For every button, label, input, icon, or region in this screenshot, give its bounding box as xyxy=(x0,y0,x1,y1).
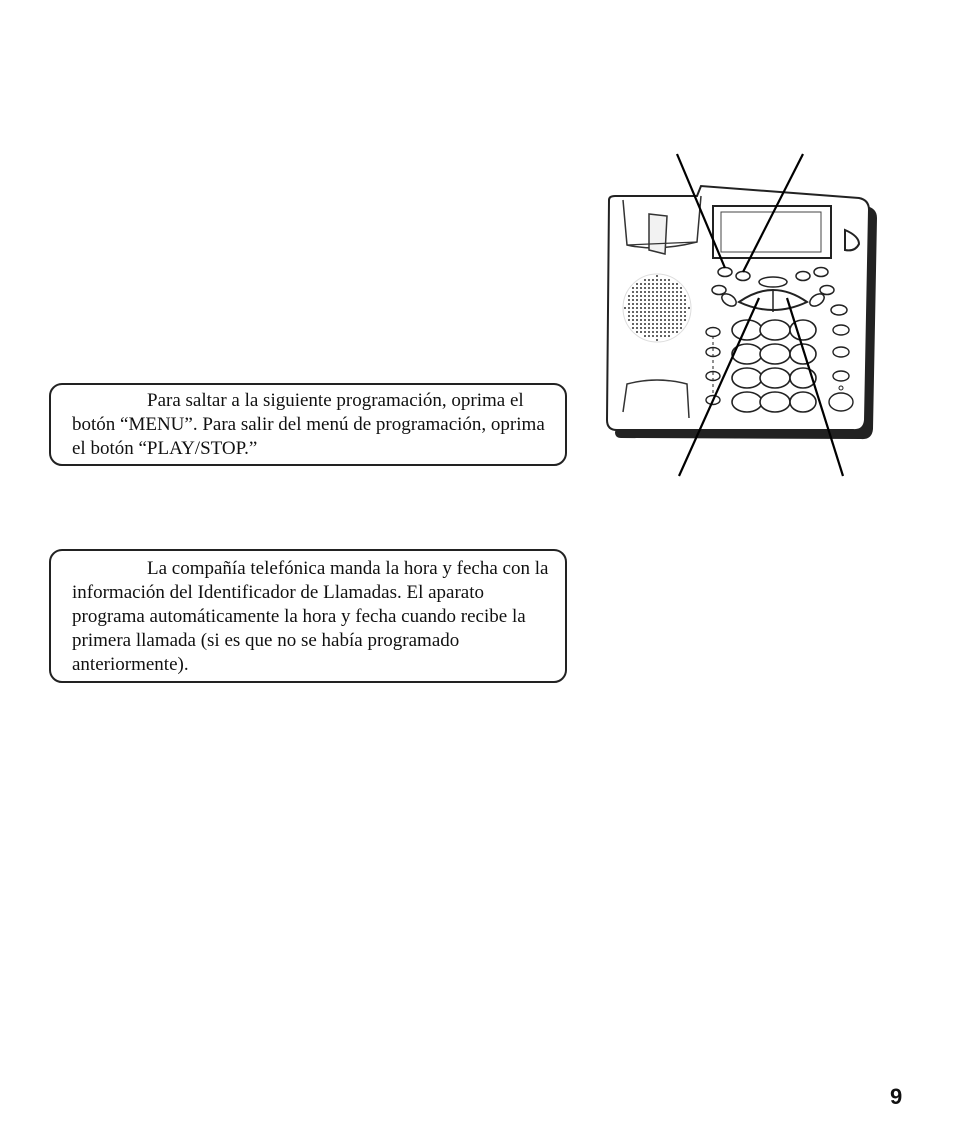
speaker-grille-dot xyxy=(664,311,666,313)
speaker-grille-dot xyxy=(664,283,666,285)
speaker-grille-dot xyxy=(640,299,642,301)
speaker-grille-dot xyxy=(676,299,678,301)
speaker-grille-dot xyxy=(636,315,638,317)
speaker-grille-dot xyxy=(668,303,670,305)
speaker-grille-dot xyxy=(640,283,642,285)
speaker-grille-dot xyxy=(640,287,642,289)
speaker-grille-dot xyxy=(644,319,646,321)
speaker-grille-dot xyxy=(648,279,650,281)
speaker-grille-dot xyxy=(672,327,674,329)
speaker-grille-dot xyxy=(660,287,662,289)
speaker-grille-dot xyxy=(676,327,678,329)
speaker-grille-dot xyxy=(688,307,690,309)
speaker-grille-dot xyxy=(668,327,670,329)
speaker-grille-dot xyxy=(656,291,658,293)
speaker-grille-dot xyxy=(672,319,674,321)
speaker-grille-dot xyxy=(640,303,642,305)
speaker-grille-dot xyxy=(660,299,662,301)
speaker-grille-dot xyxy=(680,327,682,329)
speaker-grille-dot xyxy=(668,299,670,301)
speaker-grille-dot xyxy=(680,303,682,305)
speaker-grille-dot xyxy=(672,283,674,285)
speaker-grille-dot xyxy=(656,307,658,309)
speaker-grille-dot xyxy=(648,335,650,337)
speaker-grille-dot xyxy=(660,283,662,285)
speaker-grille-dot xyxy=(672,307,674,309)
speaker-grille-dot xyxy=(636,295,638,297)
speaker-grille-dot xyxy=(664,299,666,301)
speaker-grille-dot xyxy=(680,291,682,293)
speaker-grille-dot xyxy=(652,279,654,281)
speaker-grille-dot xyxy=(684,295,686,297)
speaker-grille-dot xyxy=(648,331,650,333)
speaker-grille-dot xyxy=(624,307,626,309)
speaker-grille-dot xyxy=(672,315,674,317)
note-text: La compañía telefónica manda la hora y fecha con la información del Identificador de Llamadas. El aparato programa automáticamente la hora y fecha cuando recibe la primera llamada (si es que no se había programado anteriormente). xyxy=(72,558,549,675)
speaker-grille-dot xyxy=(648,307,650,309)
speaker-grille-dot xyxy=(652,291,654,293)
speaker-grille-dot xyxy=(668,283,670,285)
speaker-grille-dot xyxy=(632,327,634,329)
speaker-grille-dot xyxy=(664,279,666,281)
speaker-grille-dot xyxy=(632,299,634,301)
speaker-grille-dot xyxy=(632,319,634,321)
speaker-grille-dot xyxy=(648,319,650,321)
speaker-grille-dot xyxy=(656,339,658,341)
speaker-grille-dot xyxy=(640,323,642,325)
speaker-grille-dot xyxy=(636,303,638,305)
speaker-grille-dot xyxy=(644,335,646,337)
speaker-grille-dot xyxy=(656,315,658,317)
speaker-grille-dot xyxy=(664,315,666,317)
speaker-grille-dot xyxy=(648,295,650,297)
speaker-grille-dot xyxy=(652,283,654,285)
speaker-grille-dot xyxy=(660,315,662,317)
speaker-grille-dot xyxy=(676,307,678,309)
speaker-grille-dot xyxy=(668,315,670,317)
speaker-grille-dot xyxy=(660,331,662,333)
speaker-grille-dot xyxy=(668,287,670,289)
speaker-grille-dot xyxy=(676,311,678,313)
speaker-grille-dot xyxy=(648,287,650,289)
speaker-grille-dot xyxy=(632,323,634,325)
speaker-grille-dot xyxy=(636,311,638,313)
note-box-menu xyxy=(49,383,567,466)
speaker-grille-dot xyxy=(680,287,682,289)
speaker-grille-dot xyxy=(672,287,674,289)
speaker-grille-dot xyxy=(652,303,654,305)
speaker-grille-dot xyxy=(684,307,686,309)
speaker-grille-dot xyxy=(640,319,642,321)
speaker-grille-dot xyxy=(652,311,654,313)
speaker-grille-dot xyxy=(636,283,638,285)
speaker-grille-dot xyxy=(636,299,638,301)
speaker-grille-dot xyxy=(676,287,678,289)
speaker-grille-dot xyxy=(640,307,642,309)
speaker-grille-dot xyxy=(660,295,662,297)
speaker-grille-dot xyxy=(660,307,662,309)
speaker-grille-dot xyxy=(640,315,642,317)
speaker-grille-dot xyxy=(632,303,634,305)
speaker-grille-dot xyxy=(656,311,658,313)
speaker-grille-dot xyxy=(668,291,670,293)
speaker-grille-dot xyxy=(640,327,642,329)
speaker-grille-dot xyxy=(644,283,646,285)
speaker-grille-dot xyxy=(664,335,666,337)
speaker-grille-dot xyxy=(632,315,634,317)
page-number: 9 xyxy=(890,1084,903,1109)
speaker-grille-dot xyxy=(628,303,630,305)
speaker-grille-dot xyxy=(656,319,658,321)
speaker-grille-dot xyxy=(628,311,630,313)
speaker-grille-dot xyxy=(656,335,658,337)
speaker-grille-dot xyxy=(680,323,682,325)
speaker-grille-dot xyxy=(644,323,646,325)
speaker-grille-dot xyxy=(644,299,646,301)
speaker-grille-dot xyxy=(652,307,654,309)
speaker-grille-dot xyxy=(680,295,682,297)
speaker-grille-dot xyxy=(636,307,638,309)
speaker-grille-dot xyxy=(628,299,630,301)
speaker-grille-dot xyxy=(652,319,654,321)
speaker-grille-dot xyxy=(676,323,678,325)
speaker-grille-dot xyxy=(632,291,634,293)
speaker-grille-dot xyxy=(672,295,674,297)
speaker-grille-dot xyxy=(672,311,674,313)
speaker-grille-dot xyxy=(680,299,682,301)
speaker-grille-dot xyxy=(668,295,670,297)
speaker-grille-dot xyxy=(660,311,662,313)
speaker-grille-dot xyxy=(672,331,674,333)
speaker-grille-dot xyxy=(644,287,646,289)
speaker-grille-dot xyxy=(648,299,650,301)
speaker-grille-dot xyxy=(656,303,658,305)
speaker-grille-dot xyxy=(660,335,662,337)
speaker-grille-dot xyxy=(684,303,686,305)
speaker-grille-dot xyxy=(672,299,674,301)
speaker-grille-dot xyxy=(644,327,646,329)
speaker-grille-dot xyxy=(680,311,682,313)
speaker-grille-dot xyxy=(656,275,658,277)
speaker-grille-dot xyxy=(660,291,662,293)
speaker-grille-dot xyxy=(672,303,674,305)
speaker-grille-dot xyxy=(636,331,638,333)
speaker-grille-dot xyxy=(660,327,662,329)
speaker-grille-dot xyxy=(664,319,666,321)
speaker-grille-dot xyxy=(652,299,654,301)
speaker-grille-dot xyxy=(664,303,666,305)
speaker-grille-dot xyxy=(636,327,638,329)
speaker-grille-dot xyxy=(660,303,662,305)
telephone-base-icon xyxy=(597,150,877,480)
speaker-grille-dot xyxy=(644,311,646,313)
speaker-grille-dot xyxy=(660,319,662,321)
speaker-grille-dot xyxy=(672,291,674,293)
speaker-grille-dot xyxy=(672,323,674,325)
speaker-grille-dot xyxy=(652,315,654,317)
speaker-grille-dot xyxy=(676,283,678,285)
speaker-grille-dot xyxy=(636,323,638,325)
speaker-grille-dot xyxy=(640,291,642,293)
speaker-grille-dot xyxy=(628,295,630,297)
speaker-grille-dot xyxy=(664,331,666,333)
speaker-grille-dot xyxy=(664,327,666,329)
speaker-grille-dot xyxy=(640,311,642,313)
speaker-grille-dot xyxy=(636,287,638,289)
speaker-grille-dot xyxy=(632,287,634,289)
speaker-grille-dot xyxy=(640,331,642,333)
speaker-grille-dot xyxy=(680,307,682,309)
speaker-grille-dot xyxy=(660,279,662,281)
speaker-grille-dot xyxy=(676,315,678,317)
speaker-grille-dot xyxy=(676,303,678,305)
speaker-grille-dot xyxy=(652,295,654,297)
speaker-grille-dot xyxy=(656,331,658,333)
speaker-grille-dot xyxy=(668,331,670,333)
speaker-grille-dot xyxy=(664,291,666,293)
speaker-grille-dot xyxy=(632,295,634,297)
speaker-grille-dot xyxy=(644,331,646,333)
speaker-grille-dot xyxy=(668,279,670,281)
speaker-grille-dot xyxy=(636,291,638,293)
speaker-grille-dot xyxy=(668,311,670,313)
speaker-grille-dot xyxy=(668,335,670,337)
speaker-grille-dot xyxy=(644,315,646,317)
speaker-grille-dot xyxy=(628,319,630,321)
speaker-grille-dot xyxy=(664,307,666,309)
speaker-grille-dot xyxy=(656,323,658,325)
speaker-grille-dot xyxy=(648,327,650,329)
speaker-grille-dot xyxy=(680,315,682,317)
speaker-grille-dot xyxy=(648,303,650,305)
speaker-grille-dot xyxy=(652,323,654,325)
speaker-grille-dot xyxy=(652,331,654,333)
speaker-grille-dot xyxy=(644,279,646,281)
speaker-grille-dot xyxy=(652,287,654,289)
speaker-grille-dot xyxy=(676,291,678,293)
speaker-grille-dot xyxy=(656,299,658,301)
note-text: Para saltar a la siguiente programación, oprima el botón “MENU”. Para salir del menú de programación, oprima el botón “PLAY/STOP.” xyxy=(72,390,545,459)
speaker-grille-dot xyxy=(656,327,658,329)
speaker-grille-dot xyxy=(648,315,650,317)
speaker-grille-dot xyxy=(640,295,642,297)
speaker-grille-dot xyxy=(676,331,678,333)
speaker-grille-dot xyxy=(648,283,650,285)
speaker-grille-dot xyxy=(676,319,678,321)
speaker-grille-dot xyxy=(680,319,682,321)
speaker-grille-dot xyxy=(636,319,638,321)
speaker-grille-dot xyxy=(668,307,670,309)
speaker-grille-dot xyxy=(644,295,646,297)
speaker-grille-dot xyxy=(644,303,646,305)
speaker-grille-dot xyxy=(652,327,654,329)
note-box-caller-id xyxy=(49,549,567,683)
speaker-grille-dot xyxy=(632,307,634,309)
speaker-grille-dot xyxy=(656,283,658,285)
speaker-grille-dot xyxy=(684,299,686,301)
speaker-grille-dot xyxy=(668,319,670,321)
speaker-grille-dot xyxy=(656,295,658,297)
speaker-grille-dot xyxy=(660,323,662,325)
speaker-grille-dot xyxy=(632,311,634,313)
speaker-grille-dot xyxy=(684,319,686,321)
speaker-grille-dot xyxy=(648,311,650,313)
speaker-grille-dot xyxy=(664,295,666,297)
speaker-grille-dot xyxy=(656,279,658,281)
speaker-grille-dot xyxy=(684,315,686,317)
speaker-grille-dot xyxy=(648,291,650,293)
speaker-grille-dot xyxy=(668,323,670,325)
speaker-grille-dot xyxy=(644,307,646,309)
speaker-grille-dot xyxy=(652,335,654,337)
speaker-grille-dot xyxy=(628,307,630,309)
speaker-grille-dot xyxy=(664,323,666,325)
speaker-grille-dot xyxy=(684,311,686,313)
speaker-grille-dot xyxy=(656,287,658,289)
speaker-grille-dot xyxy=(644,291,646,293)
speaker-grille-dot xyxy=(664,287,666,289)
speaker-grille-dot xyxy=(676,295,678,297)
speaker-grille-dot xyxy=(628,315,630,317)
speaker-grille-dot xyxy=(648,323,650,325)
